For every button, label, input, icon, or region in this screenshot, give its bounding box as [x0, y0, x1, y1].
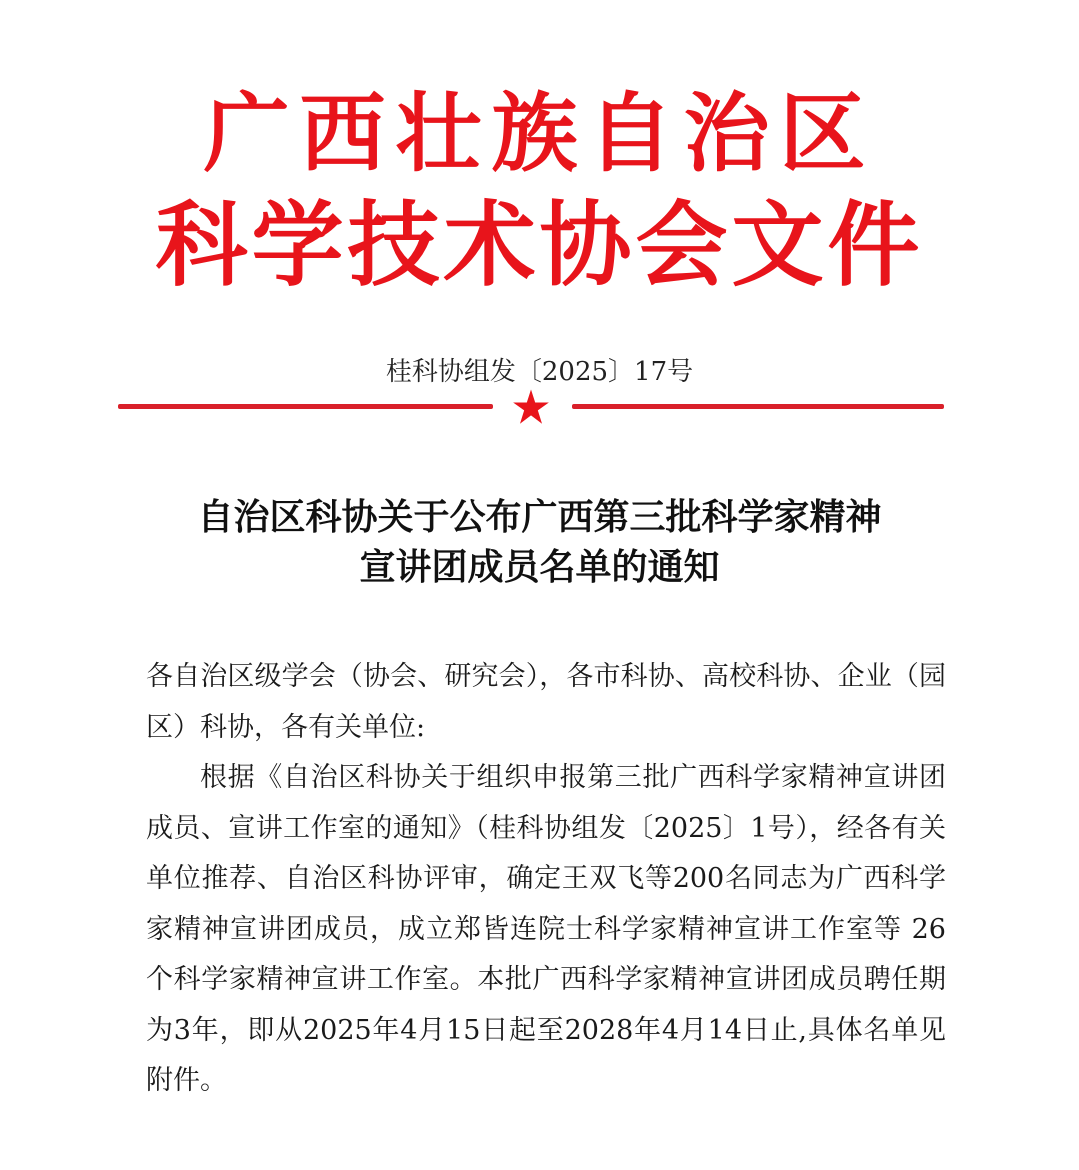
red-rule-right: [572, 404, 944, 409]
notice-body: [146, 652, 946, 1107]
notice-title-line-2: 宣讲团成员名单的通知: [359, 546, 720, 588]
salutation: 各自治区级学会（协会、研究会），各市科协、高校科协、企业（园区）科协，各有关单位:: [146, 661, 946, 743]
notice-title: [0, 492, 1079, 592]
masthead-document-type: 科学技术协会文件: [155, 191, 924, 299]
masthead-org-name: 广西壮族自治区: [203, 83, 876, 184]
body-paragraph: 根据《自治区科协关于组织申报第三批广西科学家精神宣讲团成员、宣讲工作室的通知》（桂科协组发〔2025〕1号），经各有关单位推荐、自治区科协评审，确定王双飞等200名同志为广西科学家精神宣讲团成员，成立郑皆连院士科学家精神宣讲工作室等 26 个科学家精神宣讲工作室。本批广西科学家精神宣讲团成员聘任期为3年，即从2025年4月15日起至2028年4月14日止,具体名单见附件。: [146, 762, 946, 1096]
notice-title-line-1: 自治区科协关于公布广西第三批科学家精神: [197, 496, 882, 538]
document-number: 桂科协组发〔2025〕17号: [385, 357, 694, 387]
red-rule-left: [118, 404, 493, 409]
red-star-icon: [512, 388, 550, 426]
